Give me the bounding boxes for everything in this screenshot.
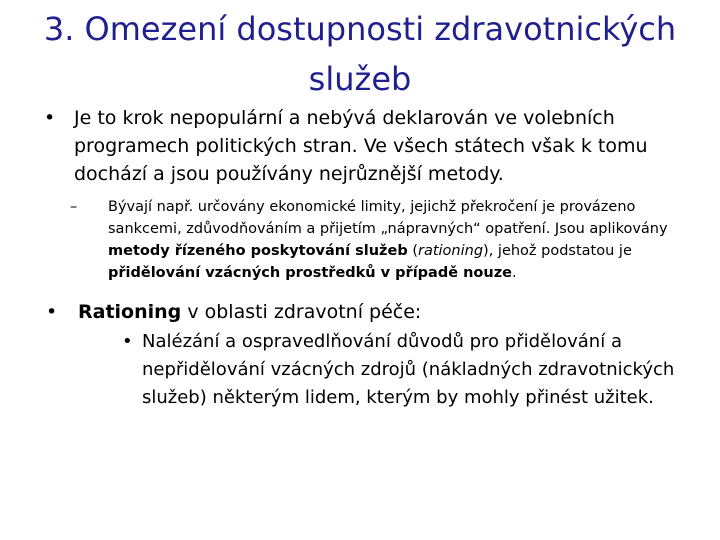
sub-text-5: ), jehož podstatou je	[483, 243, 632, 259]
sub-text-bold-allocation: přidělování vzácných prostředků v případě nouze	[108, 265, 512, 281]
bullet-2-sub	[104, 328, 694, 412]
bullet-2-sub-text: Nalézání a ospravedlňování důvodů pro přidělování a nepřidělování vzácných zdrojů (nákladných zdravotnických služeb) některým lidem, kterým by mohly přinést užitek.	[142, 331, 675, 408]
sub-text-bold-methods: metody řízeného poskytování služeb	[108, 243, 408, 259]
dash-mark: –	[70, 199, 78, 215]
sub-text-1: Bývají např. určovány ekonomické limity, jejichž překročení je provázeno sankcemi, zdůvodňováním a přijetím „nápravných“ opatření. Jsou aplikovány	[108, 199, 668, 237]
bullet-2-text: v oblasti zdravotní péče:	[181, 301, 422, 323]
bullet-1-text: Je to krok nepopulární a nebývá deklarován ve volebních programech politických stran. Ve všech státech však k tomu dochází a jsou používány nejrůznější metody.	[74, 107, 648, 185]
bullet-1-sub	[70, 196, 694, 284]
bullet-2-bold: Rationing	[78, 301, 182, 323]
slide-content	[44, 104, 694, 412]
sub-text-italic-rationing: rationing	[418, 243, 484, 259]
bullet-mark: •	[122, 331, 133, 352]
bullet-2	[44, 298, 694, 326]
title-line-2: služeb	[308, 60, 412, 98]
sub-text-3: (	[407, 243, 418, 259]
bullet-mark: •	[44, 107, 56, 129]
title-line-1: 3. Omezení dostupnosti zdravotnických	[43, 10, 677, 48]
sub-text-7: .	[511, 265, 517, 281]
slide-title	[20, 4, 700, 104]
bullet-mark: •	[46, 301, 58, 323]
bullet-1	[44, 104, 694, 188]
